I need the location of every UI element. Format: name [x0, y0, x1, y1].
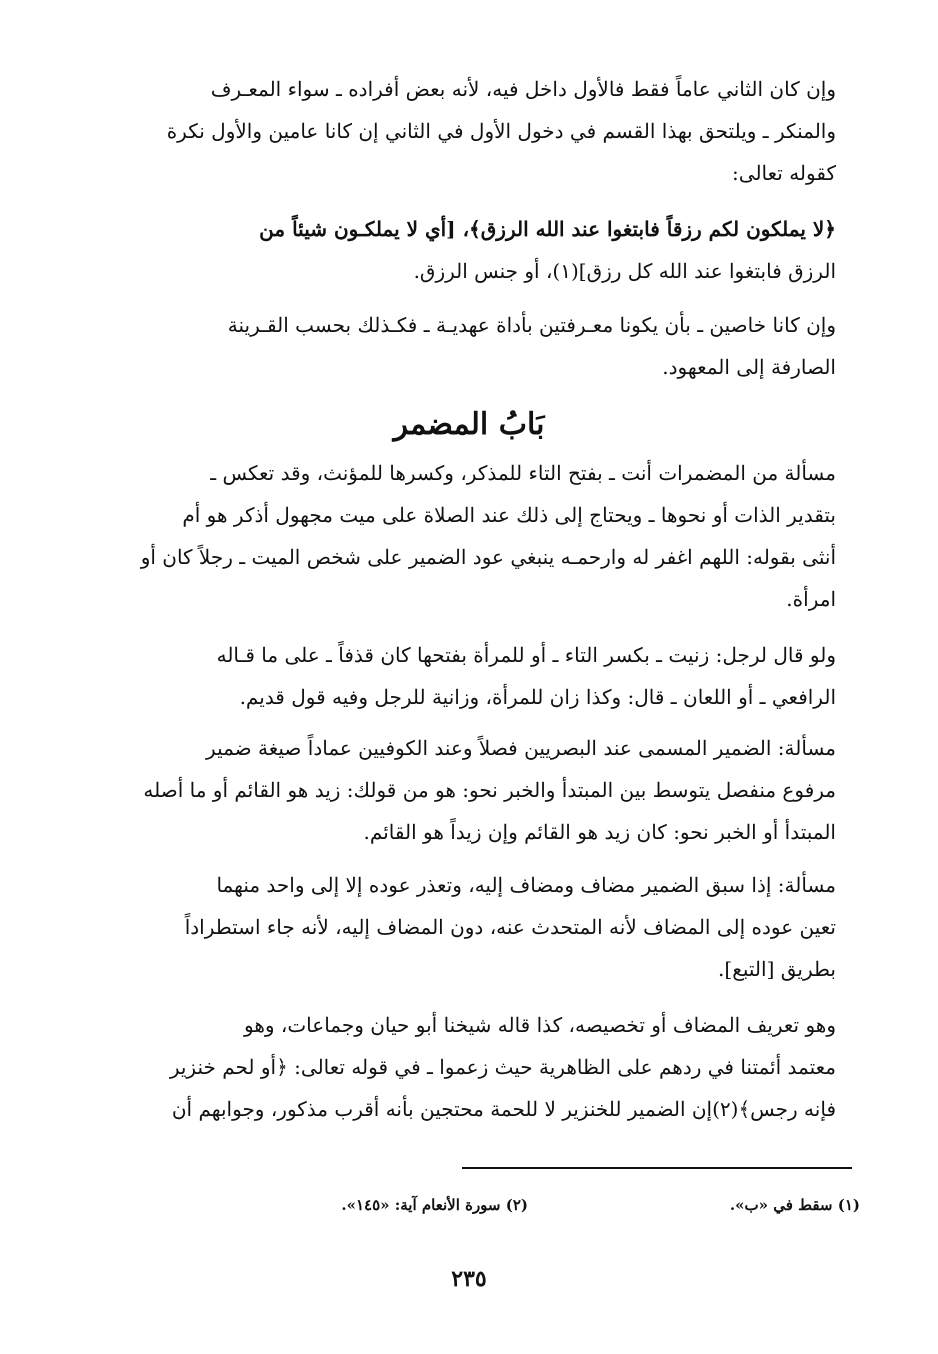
footnote-divider: [462, 1167, 852, 1169]
text-line: مسألة من المضمرات أنت ـ بفتح التاء للمذكر، وكسرها للمؤنث، وقد تعكس ـ: [210, 461, 836, 485]
text-line: مسألة: إذا سبق الضمير مضاف ومضاف إليه، وتعذر عوده إلا إلى واحد منهما: [216, 873, 836, 897]
text-line: بطريق [التبع].: [718, 957, 836, 981]
paragraph-issue-mudaf: [108, 864, 836, 990]
text-line: مسألة: الضمير المسمى عند البصريين فصلاً وعند الكوفيين عماداً صيغة ضمير: [206, 736, 836, 760]
text-line: بتقدير الذات أو نحوها ـ ويحتاج إلى ذلك عند الصلاة على ميت مجهول أذكر هو أم: [182, 503, 836, 527]
text-line: والمنكر ـ ويلتحق بهذا القسم في دخول الأول في الثاني إن كانا عامين والأول نكرة: [166, 119, 836, 143]
text-line: تعين عوده إلى المضاف لأنه المتحدث عنه، دون المضاف إليه، لأنه جاء استطراداً: [184, 915, 836, 939]
footnote-1: (١) سقط في «ب».: [729, 1196, 860, 1214]
text-line: ولو قال لرجل: زنيت ـ بكسر التاء ـ أو للمرأة بفتحها كان قذفاً ـ على ما قـاله: [216, 643, 836, 667]
text-line: كقوله تعالى:: [732, 161, 836, 185]
section-heading: بَابُ المضمر: [393, 407, 545, 442]
text-line: الصارفة إلى المعهود.: [662, 355, 836, 379]
text-line: مرفوع منفصل يتوسط بين المبتدأ والخبر نحو: هو من قولك: زيد هو القائم أو ما أصله: [143, 778, 836, 802]
paragraph-issue-fasl: [108, 727, 836, 853]
text-line: وإن كان الثاني عاماً فقط فالأول داخل فيه، لأنه بعض أفراده ـ سواء المعـرف: [210, 77, 836, 101]
paragraph-qadhf: [108, 634, 836, 718]
text-line: فإنه رجس﴾(٢)إن الضمير للخنزير لا للحمة محتجين بأنه أقرب مذكور، وجوابهم أن: [171, 1097, 836, 1121]
text-line: الرافعي ـ أو اللعان ـ قال: وكذا زان للمرأة، وزانية للرجل وفيه قول قديم.: [239, 685, 836, 709]
paragraph-quran-verse: [108, 208, 836, 292]
text-line: المبتدأ أو الخبر نحو: كان زيد هو القائم وإن زيداً هو القائم.: [363, 820, 836, 844]
footnote-2: (٢) سورة الأنعام آية: «١٤٥».: [341, 1196, 528, 1214]
text-line: امرأة.: [786, 587, 836, 611]
paragraph-specific: [108, 304, 836, 388]
page-number: ٢٣٥: [451, 1266, 487, 1292]
text-line: معتمد أئمتنا في ردهم على الظاهرية حيث زعموا ـ في قوله تعالى: ﴿أو لحم خنزير: [169, 1055, 836, 1079]
paragraph-tarif: [108, 1004, 836, 1130]
text-line: الرزق فابتغوا عند الله كل رزق](١)، أو جنس الرزق.: [413, 259, 836, 283]
paragraph-issue-anta: [108, 452, 836, 620]
paragraph-general-specific: [108, 68, 836, 194]
text-line: ﴿لا يملكون لكم رزقاً فابتغوا عند الله الرزق﴾، [أي لا يملكـون شيئاً من: [259, 217, 836, 241]
text-line: وإن كانا خاصين ـ بأن يكونا معـرفتين بأداة عهديـة ـ فكـذلك بحسب القـرينة: [227, 313, 836, 337]
text-line: أنثى بقوله: اللهم اغفر له وارحمـه ينبغي عود الضمير على شخص الميت ـ رجلاً كان أو: [140, 545, 836, 569]
text-line: وهو تعريف المضاف أو تخصيصه، كذا قاله شيخنا أبو حيان وجماعات، وهو: [243, 1013, 836, 1037]
